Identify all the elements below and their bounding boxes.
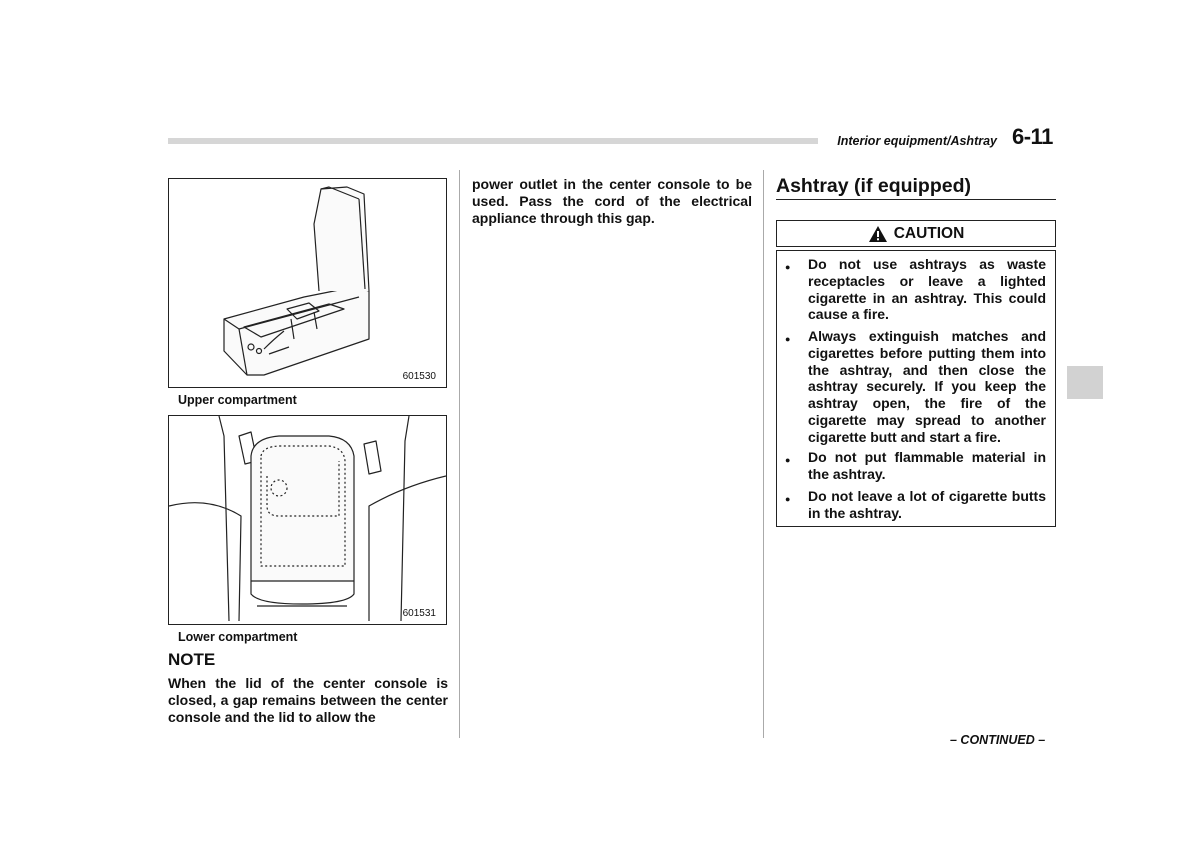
running-header: Interior equipment/Ashtray <box>837 134 997 148</box>
console-lower-illustration <box>169 416 446 624</box>
figure-lower-compartment <box>168 415 447 625</box>
caution-label: CAUTION <box>893 224 965 242</box>
column-divider <box>763 170 764 738</box>
figure-code: 601530 <box>402 371 436 382</box>
figure-upper-compartment <box>168 178 447 388</box>
caution-item: ● Do not use ashtrays as waste receptacles or leave a lighted cigarette in an ashtray. This could cause a fire. <box>785 256 1046 323</box>
note-text-part2: power outlet in the center console to be used. Pass the cord of the electrical appliance through this gap. <box>472 176 752 226</box>
page-number: 6-11 <box>1012 124 1053 149</box>
caution-item: ● Do not put flammable material in the ashtray. <box>785 449 1046 482</box>
warning-icon <box>868 225 888 243</box>
console-upper-illustration <box>169 179 446 387</box>
caution-box <box>776 250 1056 527</box>
section-title: Ashtray (if equipped) <box>776 175 972 197</box>
caution-item: ● Always extinguish matches and cigarettes before putting them into the ashtray, and then close the ashtray securely. If you keep the ashtray open, the fire of the cigarette may spread to another cigarette butt and start a fire. <box>785 328 1046 445</box>
header-rule <box>168 138 818 144</box>
continued-marker: – CONTINUED – <box>950 733 1046 747</box>
chapter-thumb-tab <box>1067 366 1103 399</box>
note-text-part1: When the lid of the center console is closed, a gap remains between the center console and the lid to allow the <box>168 675 448 725</box>
column-divider <box>459 170 460 738</box>
caution-item: ● Do not leave a lot of cigarette butts in the ashtray. <box>785 488 1046 521</box>
figure-caption-lower: Lower compartment <box>178 630 298 644</box>
figure-caption-upper: Upper compartment <box>178 393 297 407</box>
figure-code: 601531 <box>402 608 436 619</box>
note-heading: NOTE <box>168 650 216 669</box>
caution-header <box>776 220 1056 247</box>
section-rule <box>776 199 1056 200</box>
